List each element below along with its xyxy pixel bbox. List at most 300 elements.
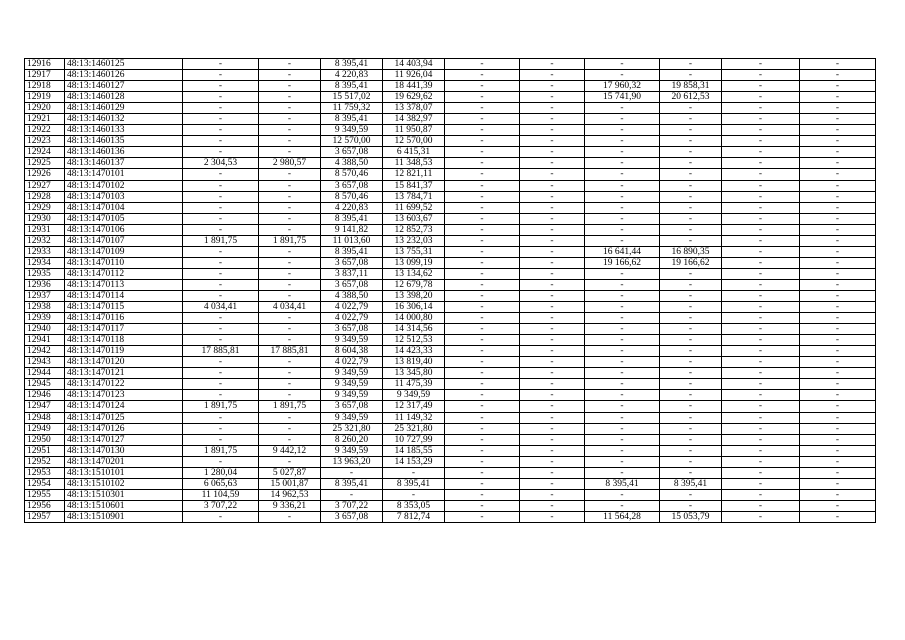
value-col-3-cell: 1 280,04 <box>183 467 259 478</box>
value-col-5-cell: 8 604,38 <box>321 346 383 357</box>
table-row <box>25 467 876 478</box>
value-col-4-cell: - <box>259 390 321 401</box>
value-col-12-cell: - <box>800 456 876 467</box>
table-row <box>25 224 876 235</box>
value-col-9-cell: - <box>585 445 660 456</box>
value-col-8-cell: - <box>520 478 585 489</box>
value-col-9-cell: - <box>585 224 660 235</box>
value-col-3-cell: - <box>183 81 259 92</box>
value-col-8-cell: - <box>520 434 585 445</box>
cadastral-number-cell: 48:13:1470107 <box>65 235 183 246</box>
value-col-8-cell: - <box>520 158 585 169</box>
value-col-12-cell: - <box>800 478 876 489</box>
value-col-6-cell: - <box>383 489 445 500</box>
value-col-8-cell: - <box>520 202 585 213</box>
value-col-10-cell: - <box>660 202 722 213</box>
value-col-10-cell: 15 053,79 <box>660 511 722 522</box>
value-col-11-cell: - <box>722 114 800 125</box>
value-col-11-cell: - <box>722 81 800 92</box>
table-row <box>25 114 876 125</box>
value-col-10-cell: 16 890,35 <box>660 246 722 257</box>
value-col-5-cell: 3 657,08 <box>321 279 383 290</box>
row-number-cell: 12918 <box>25 81 65 92</box>
value-col-11-cell: - <box>722 257 800 268</box>
value-col-5-cell: - <box>321 489 383 500</box>
value-col-3-cell: - <box>183 335 259 346</box>
value-col-12-cell: - <box>800 357 876 368</box>
value-col-4-cell: 4 034,41 <box>259 302 321 313</box>
value-col-6-cell: 11 149,32 <box>383 412 445 423</box>
value-col-6-cell: 8 353,05 <box>383 500 445 511</box>
value-col-11-cell: - <box>722 147 800 158</box>
value-col-12-cell: - <box>800 335 876 346</box>
value-col-10-cell: - <box>660 114 722 125</box>
value-col-5-cell: 8 570,46 <box>321 191 383 202</box>
value-col-8-cell: - <box>520 180 585 191</box>
value-col-6-cell: 13 345,80 <box>383 368 445 379</box>
value-col-3-cell: - <box>183 92 259 103</box>
value-col-7-cell: - <box>445 268 520 279</box>
value-col-6-cell: 13 398,20 <box>383 290 445 301</box>
value-col-8-cell: - <box>520 59 585 70</box>
value-col-11-cell: - <box>722 511 800 522</box>
value-col-6-cell: 9 349,59 <box>383 390 445 401</box>
cadastral-number-cell: 48:13:1460129 <box>65 103 183 114</box>
value-col-3-cell: - <box>183 257 259 268</box>
row-number-cell: 12955 <box>25 489 65 500</box>
value-col-12-cell: - <box>800 114 876 125</box>
value-col-6-cell: 11 348,53 <box>383 158 445 169</box>
value-col-12-cell: - <box>800 92 876 103</box>
cadastral-number-cell: 48:13:1470113 <box>65 279 183 290</box>
cadastral-number-cell: 48:13:1470201 <box>65 456 183 467</box>
value-col-9-cell: - <box>585 390 660 401</box>
cadastral-number-cell: 48:13:1460125 <box>65 59 183 70</box>
row-number-cell: 12930 <box>25 213 65 224</box>
value-col-6-cell: 12 852,73 <box>383 224 445 235</box>
value-col-4-cell: 15 001,87 <box>259 478 321 489</box>
row-number-cell: 12952 <box>25 456 65 467</box>
value-col-7-cell: - <box>445 412 520 423</box>
value-col-10-cell: - <box>660 70 722 81</box>
value-col-7-cell: - <box>445 114 520 125</box>
value-col-8-cell: - <box>520 103 585 114</box>
value-col-7-cell: - <box>445 290 520 301</box>
value-col-8-cell: - <box>520 467 585 478</box>
value-col-5-cell: 15 517,02 <box>321 92 383 103</box>
value-col-4-cell: 17 885,81 <box>259 346 321 357</box>
value-col-10-cell: 19 858,31 <box>660 81 722 92</box>
row-number-cell: 12957 <box>25 511 65 522</box>
value-col-12-cell: - <box>800 302 876 313</box>
value-col-5-cell: 9 349,59 <box>321 368 383 379</box>
value-col-5-cell: 9 349,59 <box>321 445 383 456</box>
value-col-3-cell: - <box>183 456 259 467</box>
value-col-9-cell: - <box>585 335 660 346</box>
value-col-9-cell: - <box>585 180 660 191</box>
value-col-6-cell: 13 603,67 <box>383 213 445 224</box>
value-col-9-cell: - <box>585 158 660 169</box>
value-col-11-cell: - <box>722 346 800 357</box>
value-col-11-cell: - <box>722 235 800 246</box>
value-col-3-cell: - <box>183 290 259 301</box>
value-col-10-cell: - <box>660 456 722 467</box>
value-col-12-cell: - <box>800 257 876 268</box>
value-col-5-cell: 4 388,50 <box>321 290 383 301</box>
value-col-6-cell: 15 841,37 <box>383 180 445 191</box>
row-number-cell: 12939 <box>25 313 65 324</box>
value-col-11-cell: - <box>722 357 800 368</box>
value-col-11-cell: - <box>722 103 800 114</box>
value-col-11-cell: - <box>722 70 800 81</box>
value-col-9-cell: - <box>585 191 660 202</box>
value-col-12-cell: - <box>800 511 876 522</box>
value-col-3-cell: - <box>183 59 259 70</box>
value-col-4-cell: - <box>259 125 321 136</box>
value-col-10-cell: - <box>660 191 722 202</box>
value-col-8-cell: - <box>520 268 585 279</box>
table-row <box>25 81 876 92</box>
row-number-cell: 12953 <box>25 467 65 478</box>
value-col-10-cell: - <box>660 136 722 147</box>
value-col-8-cell: - <box>520 357 585 368</box>
row-number-cell: 12932 <box>25 235 65 246</box>
cadastral-number-cell: 48:13:1470114 <box>65 290 183 301</box>
value-col-10-cell: - <box>660 324 722 335</box>
value-col-12-cell: - <box>800 324 876 335</box>
value-col-7-cell: - <box>445 147 520 158</box>
value-col-12-cell: - <box>800 147 876 158</box>
value-col-11-cell: - <box>722 434 800 445</box>
value-col-6-cell: 13 134,62 <box>383 268 445 279</box>
value-col-7-cell: - <box>445 180 520 191</box>
value-col-4-cell: - <box>259 92 321 103</box>
value-col-4-cell: - <box>259 268 321 279</box>
value-col-10-cell: - <box>660 103 722 114</box>
table-row <box>25 368 876 379</box>
value-col-10-cell: - <box>660 279 722 290</box>
value-col-10-cell: - <box>660 335 722 346</box>
row-number-cell: 12919 <box>25 92 65 103</box>
value-col-10-cell: - <box>660 313 722 324</box>
value-col-7-cell: - <box>445 169 520 180</box>
table-row <box>25 235 876 246</box>
value-col-11-cell: - <box>722 59 800 70</box>
value-col-10-cell: - <box>660 224 722 235</box>
value-col-7-cell: - <box>445 191 520 202</box>
value-col-9-cell: - <box>585 114 660 125</box>
value-col-3-cell: 1 891,75 <box>183 235 259 246</box>
cadastral-number-cell: 48:13:1470104 <box>65 202 183 213</box>
value-col-8-cell: - <box>520 302 585 313</box>
value-col-8-cell: - <box>520 423 585 434</box>
value-col-5-cell: 8 395,41 <box>321 114 383 125</box>
value-col-9-cell: - <box>585 368 660 379</box>
table-row <box>25 202 876 213</box>
cadastral-number-cell: 48:13:1460133 <box>65 125 183 136</box>
value-col-11-cell: - <box>722 324 800 335</box>
table-row <box>25 324 876 335</box>
value-col-7-cell: - <box>445 92 520 103</box>
value-col-12-cell: - <box>800 489 876 500</box>
value-col-3-cell: 2 304,53 <box>183 158 259 169</box>
row-number-cell: 12947 <box>25 401 65 412</box>
value-col-3-cell: - <box>183 511 259 522</box>
value-col-8-cell: - <box>520 290 585 301</box>
value-col-9-cell: - <box>585 467 660 478</box>
value-col-7-cell: - <box>445 313 520 324</box>
value-col-4-cell: - <box>259 257 321 268</box>
value-col-10-cell: - <box>660 500 722 511</box>
value-col-8-cell: - <box>520 335 585 346</box>
value-col-9-cell: - <box>585 279 660 290</box>
row-number-cell: 12933 <box>25 246 65 257</box>
value-col-4-cell: - <box>259 412 321 423</box>
value-col-10-cell: 20 612,53 <box>660 92 722 103</box>
value-col-7-cell: - <box>445 346 520 357</box>
value-col-8-cell: - <box>520 346 585 357</box>
value-col-10-cell: - <box>660 235 722 246</box>
value-col-9-cell: 19 166,62 <box>585 257 660 268</box>
value-col-5-cell: 9 141,82 <box>321 224 383 235</box>
cadastral-number-cell: 48:13:1470118 <box>65 335 183 346</box>
value-col-7-cell: - <box>445 423 520 434</box>
value-col-9-cell: - <box>585 434 660 445</box>
row-number-cell: 12937 <box>25 290 65 301</box>
value-col-10-cell: - <box>660 268 722 279</box>
value-col-4-cell: - <box>259 70 321 81</box>
value-col-6-cell: 13 378,07 <box>383 103 445 114</box>
value-col-8-cell: - <box>520 324 585 335</box>
value-col-8-cell: - <box>520 379 585 390</box>
value-col-11-cell: - <box>722 412 800 423</box>
row-number-cell: 12943 <box>25 357 65 368</box>
value-col-8-cell: - <box>520 70 585 81</box>
value-col-7-cell: - <box>445 125 520 136</box>
value-col-10-cell: - <box>660 290 722 301</box>
value-col-7-cell: - <box>445 324 520 335</box>
cadastral-number-cell: 48:13:1470110 <box>65 257 183 268</box>
value-col-10-cell: - <box>660 59 722 70</box>
value-col-3-cell: 4 034,41 <box>183 302 259 313</box>
value-col-6-cell: 19 629,62 <box>383 92 445 103</box>
value-col-11-cell: - <box>722 224 800 235</box>
value-col-7-cell: - <box>445 401 520 412</box>
cadastral-number-cell: 48:13:1460136 <box>65 147 183 158</box>
row-number-cell: 12924 <box>25 147 65 158</box>
value-col-8-cell: - <box>520 279 585 290</box>
value-col-12-cell: - <box>800 346 876 357</box>
cadastral-number-cell: 48:13:1510102 <box>65 478 183 489</box>
value-col-7-cell: - <box>445 445 520 456</box>
value-col-4-cell: - <box>259 423 321 434</box>
value-col-6-cell: 14 000,80 <box>383 313 445 324</box>
cadastral-number-cell: 48:13:1470125 <box>65 412 183 423</box>
value-col-9-cell: 17 960,32 <box>585 81 660 92</box>
value-col-3-cell: - <box>183 147 259 158</box>
value-col-8-cell: - <box>520 313 585 324</box>
value-col-3-cell: 17 885,81 <box>183 346 259 357</box>
value-col-5-cell: 3 657,08 <box>321 324 383 335</box>
value-col-10-cell: - <box>660 445 722 456</box>
value-col-11-cell: - <box>722 246 800 257</box>
cadastral-number-cell: 48:13:1470126 <box>65 423 183 434</box>
value-col-11-cell: - <box>722 136 800 147</box>
value-col-7-cell: - <box>445 158 520 169</box>
value-col-9-cell: - <box>585 346 660 357</box>
value-col-7-cell: - <box>445 302 520 313</box>
value-col-11-cell: - <box>722 401 800 412</box>
table-row <box>25 379 876 390</box>
value-col-8-cell: - <box>520 246 585 257</box>
value-col-5-cell: 9 349,59 <box>321 412 383 423</box>
value-col-5-cell: 9 349,59 <box>321 390 383 401</box>
value-col-4-cell: - <box>259 224 321 235</box>
table-row <box>25 180 876 191</box>
value-col-6-cell: 12 570,00 <box>383 136 445 147</box>
value-col-7-cell: - <box>445 213 520 224</box>
value-col-3-cell: - <box>183 136 259 147</box>
table-row <box>25 489 876 500</box>
value-col-7-cell: - <box>445 335 520 346</box>
value-col-8-cell: - <box>520 235 585 246</box>
value-col-4-cell: - <box>259 114 321 125</box>
row-number-cell: 12928 <box>25 191 65 202</box>
value-col-12-cell: - <box>800 191 876 202</box>
row-number-cell: 12949 <box>25 423 65 434</box>
value-col-12-cell: - <box>800 70 876 81</box>
table-row <box>25 346 876 357</box>
value-col-5-cell: 12 570,00 <box>321 136 383 147</box>
cadastral-number-cell: 48:13:1470122 <box>65 379 183 390</box>
value-col-5-cell: 8 395,41 <box>321 81 383 92</box>
value-col-11-cell: - <box>722 445 800 456</box>
cadastral-number-cell: 48:13:1470123 <box>65 390 183 401</box>
value-col-9-cell: - <box>585 423 660 434</box>
value-col-12-cell: - <box>800 81 876 92</box>
value-col-10-cell: 8 395,41 <box>660 478 722 489</box>
value-col-5-cell: 8 260,20 <box>321 434 383 445</box>
value-col-6-cell: - <box>383 467 445 478</box>
value-col-4-cell: - <box>259 434 321 445</box>
value-col-4-cell: 14 962,53 <box>259 489 321 500</box>
value-col-11-cell: - <box>722 379 800 390</box>
table-row <box>25 279 876 290</box>
value-col-3-cell: 11 104,59 <box>183 489 259 500</box>
value-col-5-cell: 8 395,41 <box>321 246 383 257</box>
value-col-5-cell: 9 349,59 <box>321 379 383 390</box>
table-row <box>25 92 876 103</box>
table-row <box>25 423 876 434</box>
value-col-3-cell: - <box>183 169 259 180</box>
value-col-12-cell: - <box>800 213 876 224</box>
value-col-12-cell: - <box>800 158 876 169</box>
value-col-6-cell: 14 382,97 <box>383 114 445 125</box>
value-col-4-cell: - <box>259 246 321 257</box>
table-row <box>25 390 876 401</box>
value-col-3-cell: 1 891,75 <box>183 445 259 456</box>
value-col-9-cell: - <box>585 147 660 158</box>
table-row <box>25 357 876 368</box>
value-col-5-cell: 3 707,22 <box>321 500 383 511</box>
value-col-7-cell: - <box>445 368 520 379</box>
value-col-7-cell: - <box>445 81 520 92</box>
value-col-6-cell: 16 306,14 <box>383 302 445 313</box>
value-col-5-cell: 4 022,79 <box>321 302 383 313</box>
value-col-10-cell: - <box>660 423 722 434</box>
row-number-cell: 12931 <box>25 224 65 235</box>
value-col-6-cell: 13 099,19 <box>383 257 445 268</box>
table-row <box>25 290 876 301</box>
value-col-7-cell: - <box>445 357 520 368</box>
value-col-10-cell: - <box>660 357 722 368</box>
value-col-6-cell: 13 819,40 <box>383 357 445 368</box>
value-col-3-cell: - <box>183 324 259 335</box>
value-col-3-cell: 6 065,63 <box>183 478 259 489</box>
value-col-5-cell: 3 657,08 <box>321 147 383 158</box>
value-col-12-cell: - <box>800 412 876 423</box>
value-col-6-cell: 14 423,33 <box>383 346 445 357</box>
row-number-cell: 12934 <box>25 257 65 268</box>
table-row <box>25 302 876 313</box>
value-col-12-cell: - <box>800 224 876 235</box>
value-col-4-cell: 9 442,12 <box>259 445 321 456</box>
value-col-4-cell: 2 980,57 <box>259 158 321 169</box>
cadastral-number-cell: 48:13:1510101 <box>65 467 183 478</box>
cadastral-number-cell: 48:13:1470117 <box>65 324 183 335</box>
row-number-cell: 12950 <box>25 434 65 445</box>
value-col-11-cell: - <box>722 191 800 202</box>
table-row <box>25 412 876 423</box>
row-number-cell: 12917 <box>25 70 65 81</box>
cadastral-number-cell: 48:13:1470112 <box>65 268 183 279</box>
row-number-cell: 12941 <box>25 335 65 346</box>
value-col-8-cell: - <box>520 81 585 92</box>
value-col-8-cell: - <box>520 136 585 147</box>
value-col-8-cell: - <box>520 224 585 235</box>
value-col-10-cell: - <box>660 434 722 445</box>
value-col-6-cell: 13 784,71 <box>383 191 445 202</box>
value-col-6-cell: 10 727,99 <box>383 434 445 445</box>
value-col-4-cell: 1 891,75 <box>259 401 321 412</box>
table-row <box>25 147 876 158</box>
value-col-9-cell: - <box>585 268 660 279</box>
value-col-6-cell: 12 512,53 <box>383 335 445 346</box>
cadastral-number-cell: 48:13:1460135 <box>65 136 183 147</box>
value-col-3-cell: - <box>183 412 259 423</box>
value-col-5-cell: 8 395,41 <box>321 59 383 70</box>
value-col-8-cell: - <box>520 213 585 224</box>
value-col-4-cell: - <box>259 290 321 301</box>
value-col-5-cell: 13 963,20 <box>321 456 383 467</box>
value-col-3-cell: 3 707,22 <box>183 500 259 511</box>
value-col-7-cell: - <box>445 70 520 81</box>
cadastral-number-cell: 48:13:1470102 <box>65 180 183 191</box>
value-col-4-cell: 1 891,75 <box>259 235 321 246</box>
table-row <box>25 59 876 70</box>
value-col-4-cell: - <box>259 81 321 92</box>
value-col-6-cell: 14 403,94 <box>383 59 445 70</box>
value-col-3-cell: - <box>183 224 259 235</box>
value-col-9-cell: - <box>585 379 660 390</box>
value-col-3-cell: - <box>183 434 259 445</box>
value-col-12-cell: - <box>800 368 876 379</box>
value-col-6-cell: 12 317,49 <box>383 401 445 412</box>
value-col-6-cell: 11 699,52 <box>383 202 445 213</box>
table-row <box>25 456 876 467</box>
value-col-11-cell: - <box>722 158 800 169</box>
value-col-7-cell: - <box>445 379 520 390</box>
